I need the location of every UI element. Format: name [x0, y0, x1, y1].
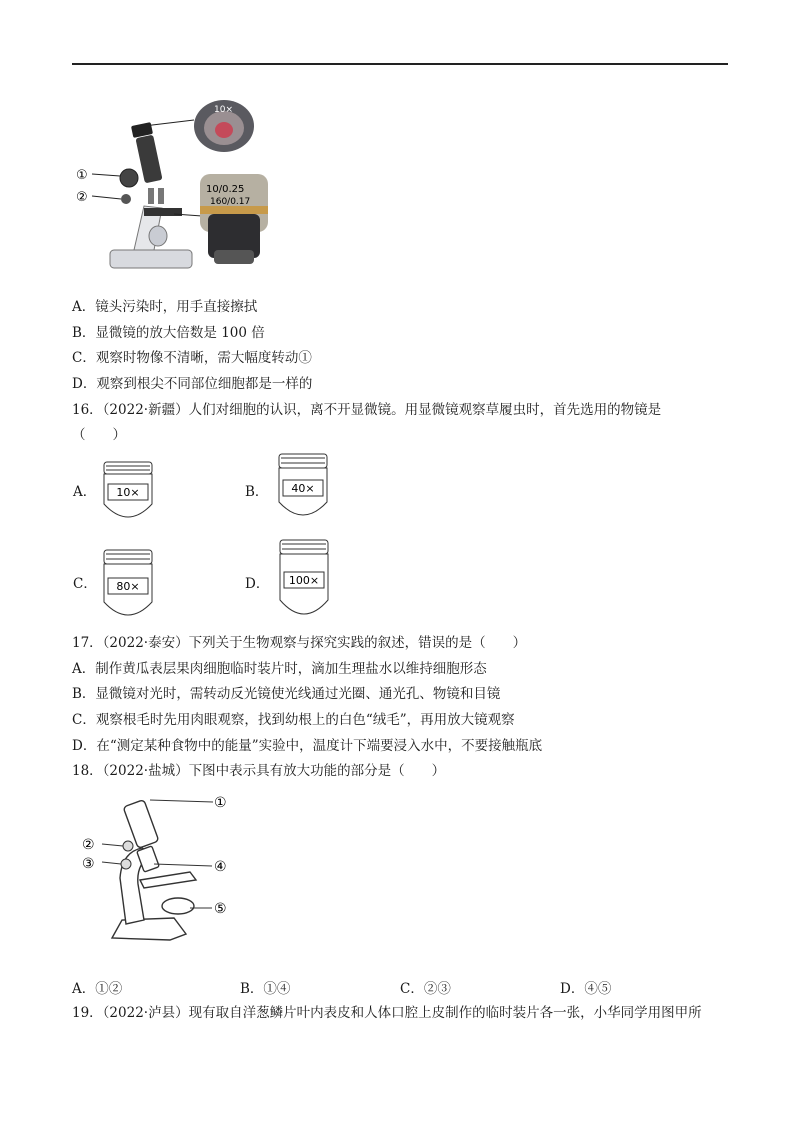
q16-lens-d	[276, 538, 332, 624]
q18-option-c: C．②③	[400, 981, 451, 997]
q16-choice-a-letter: A．	[73, 484, 97, 500]
q15-option-b: B．显微镜的放大倍数是 100 倍	[72, 325, 265, 341]
q15-eyepiece-label: 10×	[214, 105, 233, 115]
q16-paren: （ ）	[72, 427, 126, 443]
q17-option-a: A．制作黄瓜表层果肉细胞临时装片时，滴加生理盐水以维持细胞形态	[72, 661, 487, 677]
q15-mark-2: ②	[76, 190, 88, 205]
q17-option-b: B．显微镜对光时，需转动反光镜使光线通过光圈、通光孔、物镜和目镜	[72, 686, 501, 702]
q18-mark-3: ③	[82, 856, 95, 872]
q16-stem: 16．（2022·新疆）人们对细胞的认识，离不开显微镜。用显微镜观察草履虫时，首先选用的物镜是	[72, 402, 662, 418]
q17-option-c: C．观察根毛时先用肉眼观察，找到幼根上的白色“绒毛”，再用放大镜观察	[72, 712, 515, 728]
q15-mark-1: ①	[76, 168, 88, 183]
q15-microscope-figure	[74, 96, 274, 278]
q17-stem: 17．（2022·泰安）下列关于生物观察与探究实践的叙述，错误的是（ ）	[72, 635, 527, 651]
q15-option-a: A．镜头污染时，用手直接擦拭	[72, 299, 258, 315]
q19-stem: 19．（2022·泸县）现有取自洋葱鳞片叶内表皮和人体口腔上皮制作的临时装片各一张，小华同学用图甲所	[72, 1005, 702, 1021]
q18-microscope-diagram	[78, 788, 238, 948]
q18-option-d: D．④⑤	[560, 981, 612, 997]
q16-choice-d-letter: D．	[245, 576, 270, 592]
q16-choice-b-letter: B．	[245, 484, 269, 500]
q18-mark-1: ①	[214, 795, 227, 811]
q18-mark-2: ②	[82, 837, 95, 853]
header-rule	[72, 63, 728, 65]
q18-stem: 18．（2022·盐城）下图中表示具有放大功能的部分是（ ）	[72, 763, 446, 779]
q18-mark-5: ⑤	[214, 901, 227, 917]
q16-lens-b	[275, 452, 331, 524]
q15-objective-label-1: 10/0.25	[206, 184, 245, 195]
q16-lens-a-label: 10×	[116, 486, 140, 499]
q18-option-b: B．①④	[240, 981, 291, 997]
q18-mark-4: ④	[214, 859, 227, 875]
q15-option-d: D．观察到根尖不同部位细胞都是一样的	[72, 376, 313, 392]
q18-option-a: A．①②	[72, 981, 123, 997]
q17-option-d: D．在“测定某种食物中的能量”实验中，温度计下端要浸入水中，不要接触瓶底	[72, 738, 543, 754]
q16-lens-c-label: 80×	[116, 580, 140, 593]
q16-choice-c-letter: C．	[73, 576, 97, 592]
q16-lens-c	[100, 548, 156, 624]
q16-lens-a	[98, 460, 158, 524]
q15-option-c: C．观察时物像不清晰，需大幅度转动①	[72, 350, 312, 366]
q15-objective-label-2: 160/0.17	[210, 197, 251, 207]
q16-lens-d-label: 100×	[288, 574, 320, 587]
q16-lens-b-label: 40×	[291, 482, 315, 495]
